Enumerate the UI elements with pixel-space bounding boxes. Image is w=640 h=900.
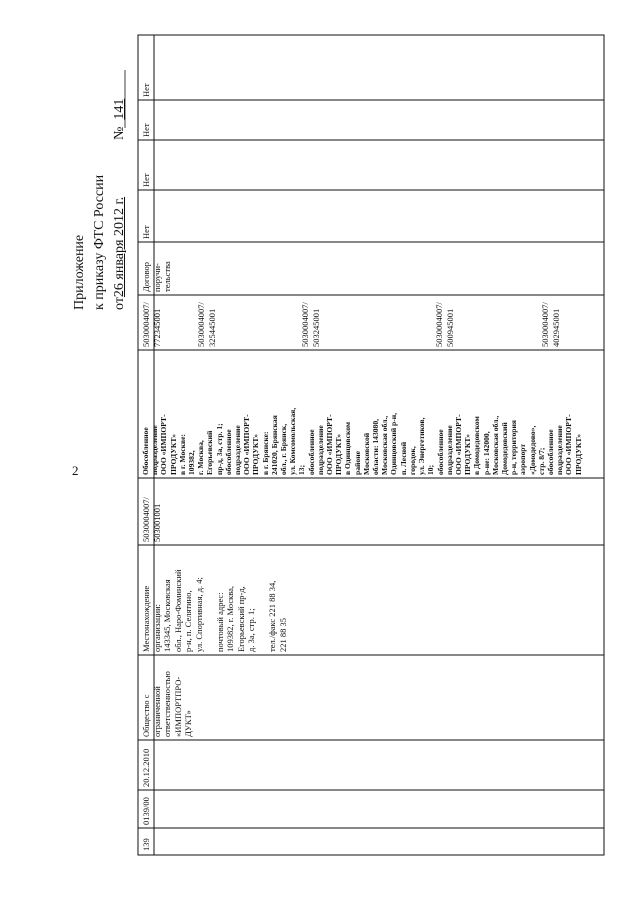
cell-division-inn-3: 5030004007/ 503245001 — [300, 302, 321, 347]
cell-division-inn-4: 5030004007/ 500945001 — [434, 302, 455, 347]
header-date-prefix: от — [112, 297, 127, 310]
cell-division-inn-1: 5030004007/ 772345001 — [141, 302, 162, 347]
cell-row-number: 139 — [141, 838, 151, 851]
page-number: 2 — [72, 463, 79, 478]
cell-company-name: Общество с ограниченной ответственностью «ИМПОРТПРО- ДУКТ» — [141, 671, 193, 737]
header-number-label: № — [112, 126, 127, 140]
header-line-1: Приложение — [72, 234, 87, 310]
cell-register-code: 0139/00 — [141, 797, 151, 825]
header-line-2: к приказу ФТС России — [92, 174, 107, 310]
header-number-value: 141 — [112, 98, 127, 120]
cell-no-3: Нет — [141, 123, 151, 137]
header-date-value: 26 января 2012 г. — [112, 196, 127, 298]
cell-no-4: Нет — [141, 83, 151, 97]
cell-inn-kpp: 5030004007/ 503001001 — [141, 497, 162, 542]
cell-division-inn-2: 5030004007/ 325445001 — [196, 302, 217, 347]
cell-guarantee: Договор поручи- тельства — [141, 261, 172, 292]
cell-divisions: Обособленное подразделение ООО «ИМПОРТ- ПРОДУКТ» в г. Москве: 109382, г. Москва, Егорьевский пр-д, 3а, стр. 1; обособленное подразделение ООО «ИМПОРТ- ПРОДУКТ» в г. Брянске: 241020, Брянская обл., г. Брянск, ул. Комсомольская, 13; обособленное подразделение ООО «ИМПОРТ- ПРОДУКТ» в Одинцовском районе Московской области: 143080, Московская обл., Одинцовский р-н, п. Лесной городок, ул. Энергетиков, 10; обособленное подразделение ООО «ИМПОРТ- ПРОДУКТ» в Домодедовском р-не: 142000, Московская обл., Домодедовский р-н, территория аэропорт «Домодедово», стр. 8/7; обособленное подразделение ООО «ИМПОРТ- ПРОДУКТ» — [141, 407, 583, 475]
cell-no-2: Нет — [141, 173, 151, 187]
cell-date: 20.12.2010 — [141, 748, 151, 787]
cell-division-inn-5: 5030004007/ 402945001 — [540, 302, 561, 347]
cell-no-1: Нет — [141, 225, 151, 239]
cell-address: Местонахождение организации: 143345, Московская обл., Наро-Фоминский р-н, п. Селятино, ул. Спортивная, д. 4; почтовый адрес: 109382, г. Москва, Егорьевский пр-д, д. 3а, стр. 1; тел./факс 221 88 34, 221 88 35 — [141, 569, 288, 652]
